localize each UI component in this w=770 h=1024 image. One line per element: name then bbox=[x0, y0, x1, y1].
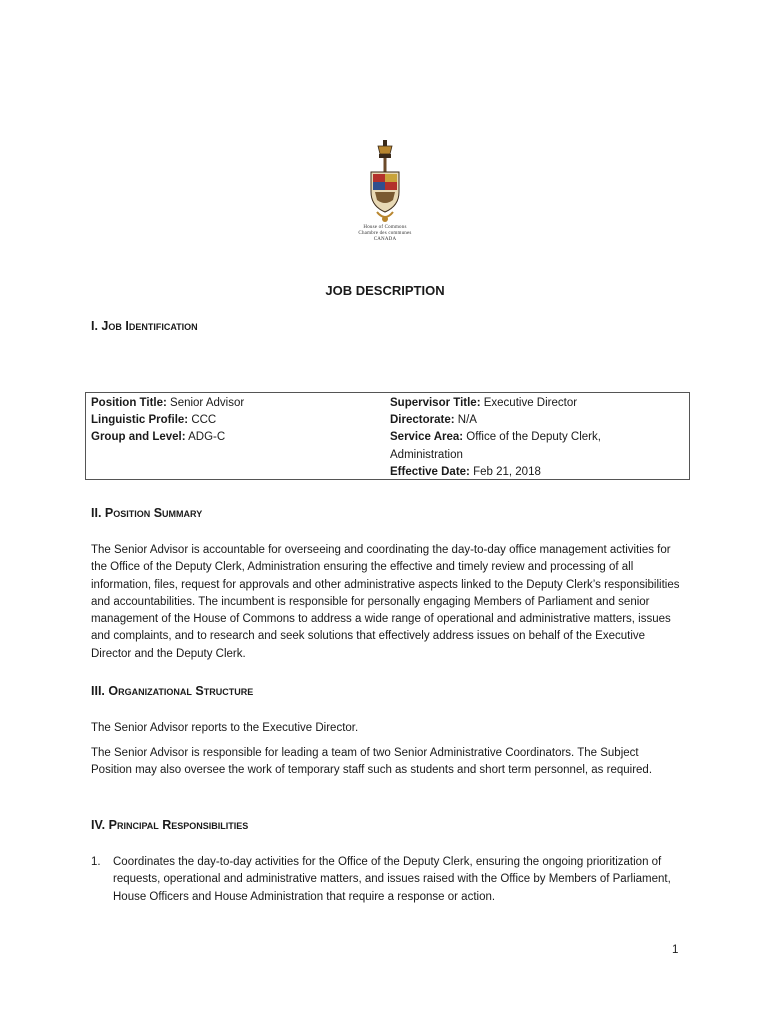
supervisor-title-label: Supervisor Title: bbox=[390, 397, 481, 409]
supervisor-title-value: Executive Director bbox=[480, 397, 578, 409]
responsibilities-list bbox=[91, 854, 681, 906]
directorate-value: N/A bbox=[454, 414, 477, 427]
section-heading-principal-responsibilities: IV. Principal Responsibilities bbox=[91, 818, 249, 832]
position-title-value: Senior Advisor bbox=[166, 397, 245, 409]
group-level-value: ADG-C bbox=[185, 431, 226, 444]
linguistic-profile-label: Linguistic Profile: bbox=[91, 414, 189, 427]
list-item bbox=[91, 854, 681, 906]
logo-text-line: CANADA bbox=[373, 237, 397, 242]
position-title-label: Position Title: bbox=[91, 397, 167, 409]
page-number: 1 bbox=[672, 944, 679, 956]
effective-date-value: Feb 21, 2018 bbox=[469, 465, 541, 478]
linguistic-profile-row bbox=[91, 412, 244, 429]
effective-date-label: Effective Date: bbox=[390, 465, 470, 478]
directorate-label: Directorate: bbox=[390, 414, 455, 427]
organizational-structure-text: The Senior Advisor is responsible for leading a team of two Senior Administrative Coordinators. The Subject Position may also oversee the work of temporary staff such as students and short term personnel, as required. bbox=[91, 747, 653, 777]
service-area-label: Service Area: bbox=[390, 431, 464, 444]
job-identification-table bbox=[85, 392, 690, 480]
logo-text-line: Chambre des communes bbox=[358, 231, 412, 236]
identification-left-column bbox=[91, 395, 244, 447]
group-level-row bbox=[91, 429, 244, 446]
effective-date-row bbox=[390, 464, 630, 481]
linguistic-profile-value: CCC bbox=[188, 414, 217, 427]
identification-right-column bbox=[390, 395, 630, 481]
section-heading-organizational-structure: III. Organizational Structure bbox=[91, 684, 254, 698]
section-heading-job-identification: I. Job Identification bbox=[91, 319, 198, 333]
document-title: JOB DESCRIPTION bbox=[325, 283, 445, 298]
organizational-structure-text: The Senior Advisor reports to the Executive Director. bbox=[91, 722, 359, 734]
directorate-row bbox=[390, 412, 630, 429]
service-area-value: Office of the Deputy Clerk, Administration bbox=[390, 431, 601, 461]
crest-icon bbox=[365, 140, 405, 225]
supervisor-title-row bbox=[390, 395, 630, 412]
position-summary-text: The Senior Advisor is accountable for overseeing and coordinating the day-to-day office management activities for the Office of the Deputy Clerk, Administration ensuring the effective and timely review and processing of all information, files, request for approvals and other administrative aspects linked to the Deputy Clerk’s responsibilities and accountabilities. The incumbent is responsible for personally engaging Members of Parliament and senior management of the House of Commons to address a wide range of operational and administrative matters, issues and complaints, and to research and seek solutions that effectively address issues on behalf of the Executive Director and the Deputy Clerk. bbox=[91, 544, 680, 660]
service-area-row bbox=[390, 429, 630, 463]
list-item-number: 1. bbox=[91, 856, 101, 868]
group-level-label: Group and Level: bbox=[91, 431, 186, 444]
section-heading-position-summary: II. Position Summary bbox=[91, 506, 203, 520]
house-of-commons-logo bbox=[345, 140, 425, 243]
position-title-row bbox=[91, 395, 244, 412]
list-item-text: Coordinates the day-to-day activities for the Office of the Deputy Clerk, ensuring the ongoing prioritization of requests, operational and administrative matters, and issues raised with the Office by Members of Parliament, House Officers and House Administration that require a response or action. bbox=[113, 856, 671, 903]
logo-text-line: House of Commons bbox=[363, 225, 407, 230]
